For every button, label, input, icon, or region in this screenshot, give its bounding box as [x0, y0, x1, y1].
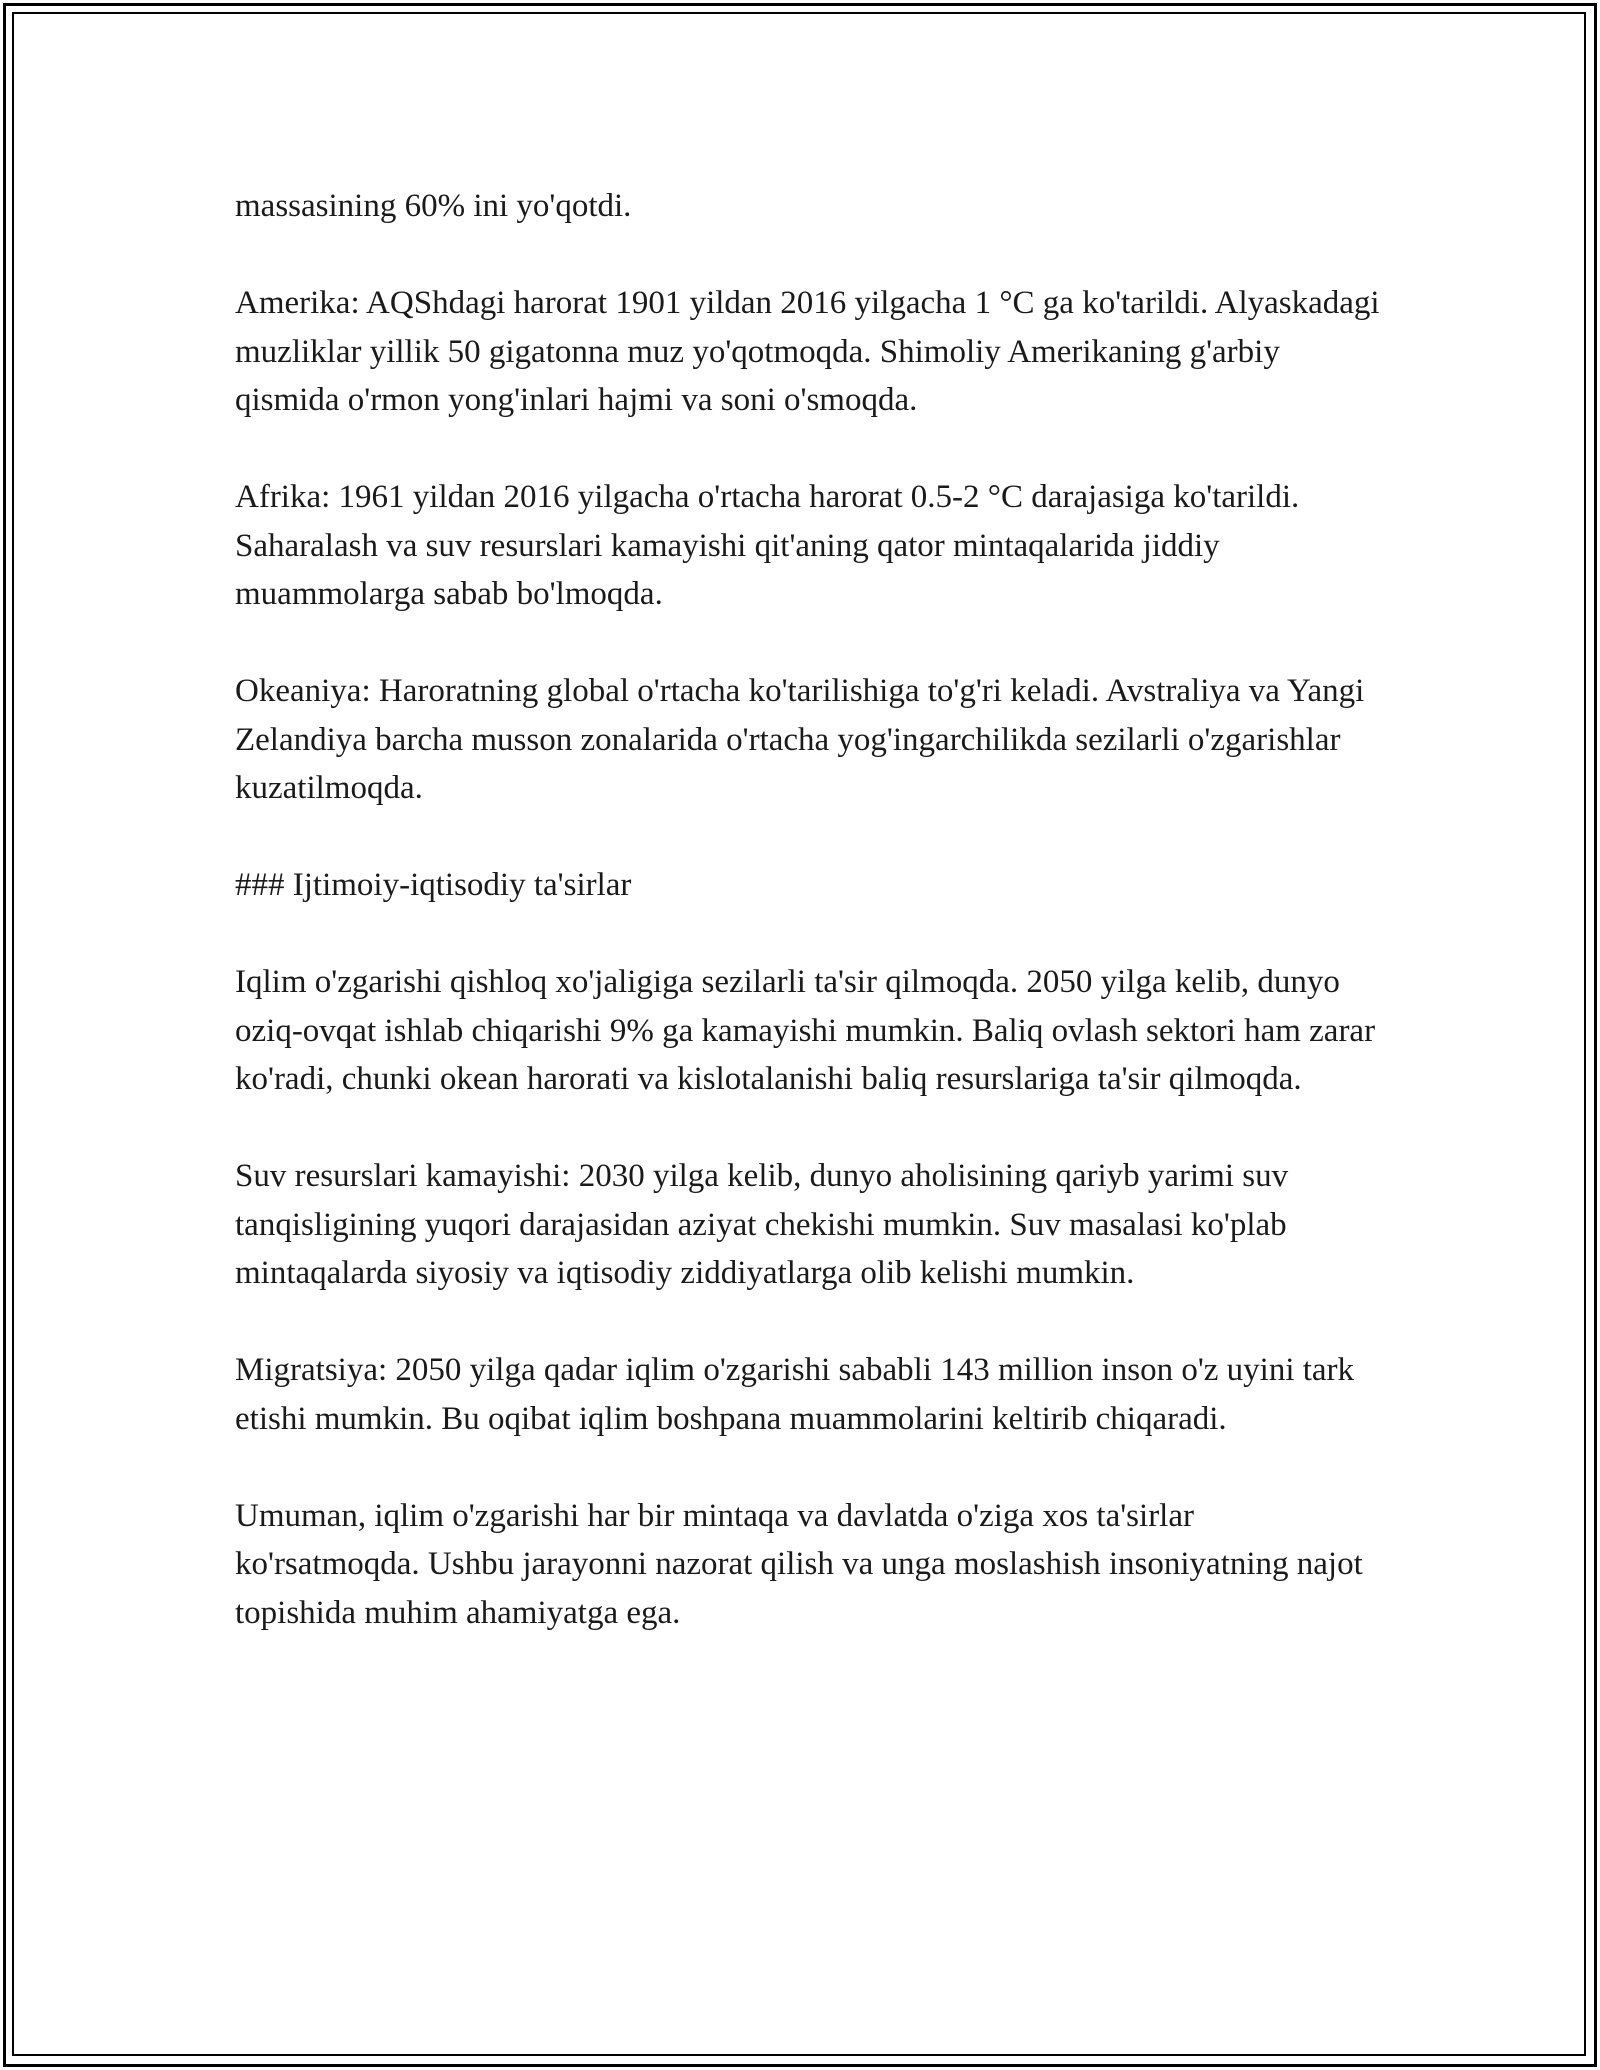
document-body — [235, 182, 1385, 1637]
paragraph-continuation: massasining 60% ini yo'qotdi. — [235, 188, 632, 224]
paragraph-amerika: Amerika: AQShdagi harorat 1901 yildan 2016 yilgacha 1 °C ga ko'tarildi. Alyaskadagi muzliklar yillik 50 gigatonna muz yo'qotmoqda. Shimoliy Amerikaning g'arbiy qismida o'rmon yong'inlari hajmi va soni o'smoqda. — [235, 285, 1380, 418]
section-heading: ### Ijtimoiy-iqtisodiy ta'sirlar — [235, 867, 632, 903]
paragraph-agriculture: Iqlim o'zgarishi qishloq xo'jaligiga sezilarli ta'sir qilmoqda. 2050 yilga kelib, dunyo oziq-ovqat ishlab chiqarishi 9% ga kamayishi mumkin. Baliq ovlash sektori ham zarar ko'radi, chunki okean harorati va kislotalanishi baliq resurslariga ta'sir qilmoqda. — [235, 964, 1376, 1097]
paragraph-migration: Migratsiya: 2050 yilga qadar iqlim o'zgarishi sababli 143 million inson o'z uyini tark etishi mumkin. Bu oqibat iqlim boshpana muammolarini keltirib chiqaradi. — [235, 1352, 1355, 1437]
paragraph-water-resources: Suv resurslari kamayishi: 2030 yilga kelib, dunyo aholisining qariyb yarimi suv tanqisligining yuqori darajasidan aziyat chekishi mumkin. Suv masalasi ko'plab mintaqalarda siyosiy va iqtisodiy ziddiyatlarga olib kelishi mumkin. — [235, 1158, 1289, 1291]
paragraph-okeaniya: Okeaniya: Haroratning global o'rtacha ko'tarilishiga to'g'ri keladi. Avstraliya va Yangi Zelandiya barcha musson zonalarida o'rtacha yog'ingarchilikda sezilarli o'zgarishlar kuzatilmoqda. — [235, 673, 1365, 806]
paragraph-afrika: Afrika: 1961 yildan 2016 yilgacha o'rtacha harorat 0.5-2 °C darajasiga ko'tarildi. Saharalash va suv resurslari kamayishi qit'aning qator mintaqalarida jiddiy muammolarga sabab bo'lmoqda. — [235, 479, 1300, 612]
paragraph-conclusion: Umuman, iqlim o'zgarishi har bir mintaqa va davlatda o'ziga xos ta'sirlar ko'rsatmoqda. Ushbu jarayonni nazorat qilish va unga moslashish insoniyatning najot topishida muhim ahamiyatga ega. — [235, 1497, 1363, 1631]
